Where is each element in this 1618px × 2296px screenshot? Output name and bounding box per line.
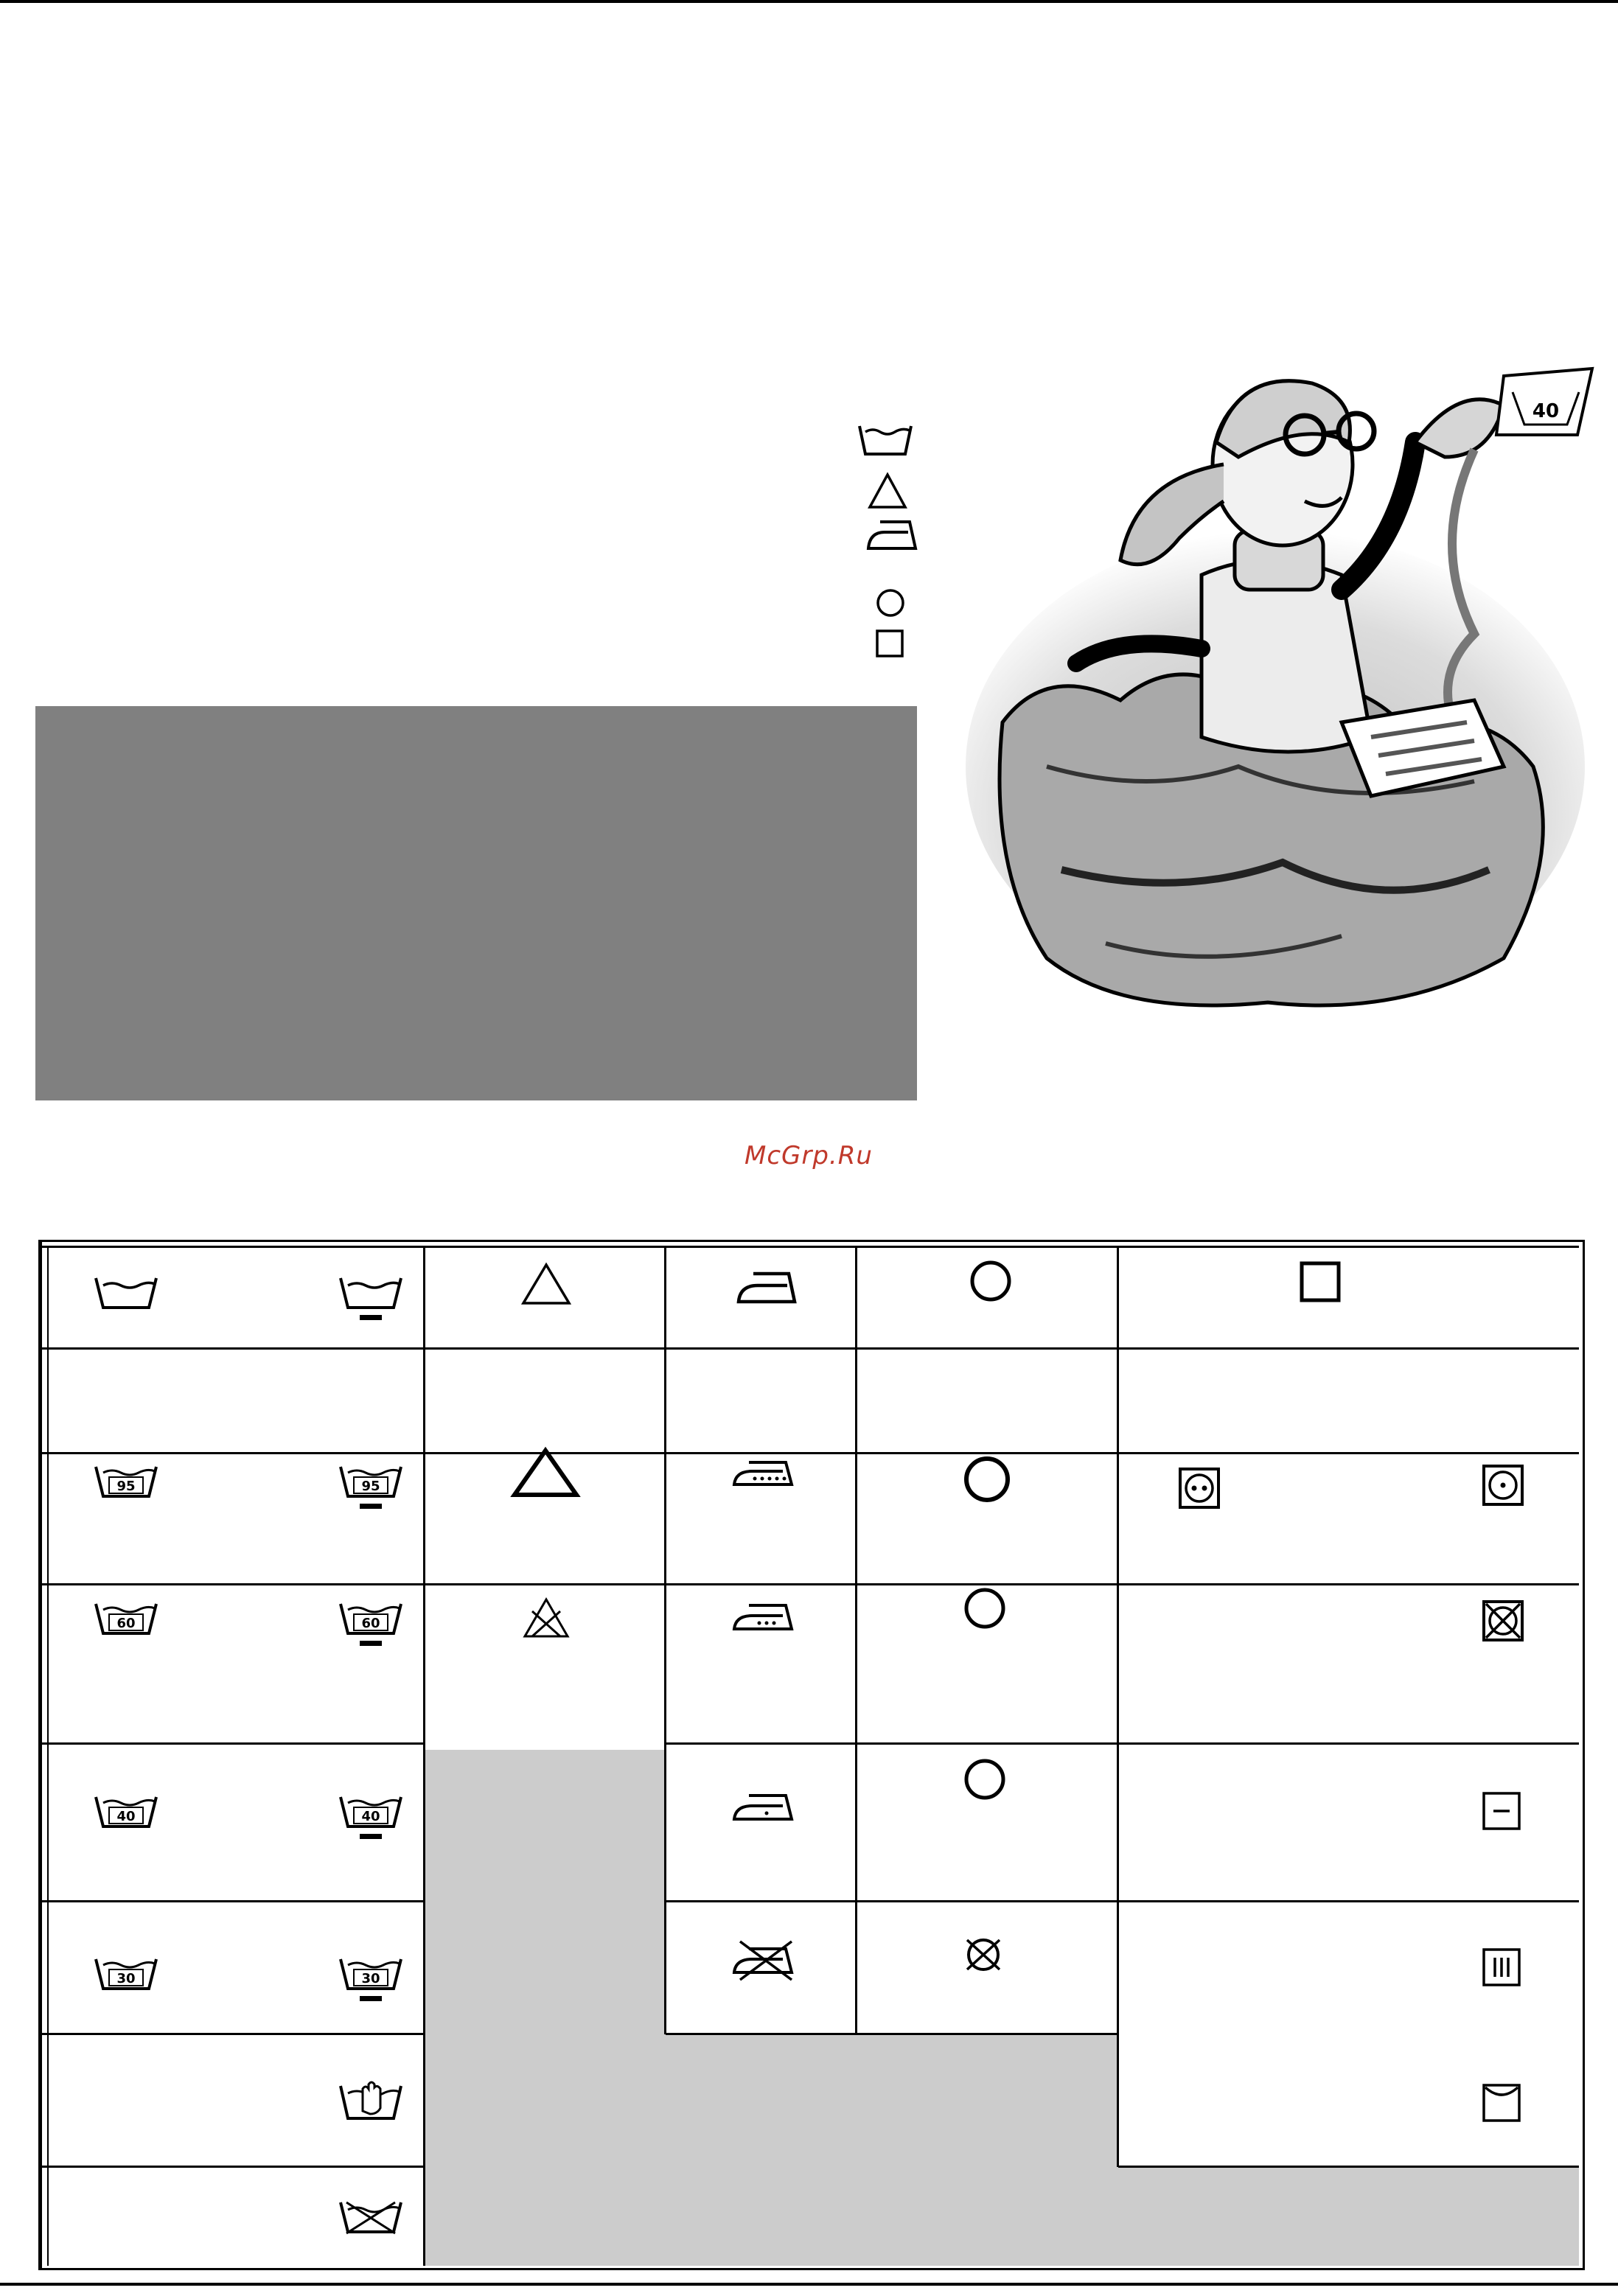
label-tag-text: 40 <box>1532 400 1560 422</box>
dry-clean-circle-icon <box>963 1757 1007 1801</box>
wash-tub-gentle-icon <box>336 1955 405 2005</box>
wash-tub-icon <box>855 420 916 458</box>
wash-temp-label: 40 <box>116 1809 136 1824</box>
woman-with-laundry-illustration <box>958 354 1607 1039</box>
bleach-allowed-icon <box>509 1446 582 1499</box>
wash-temp-label: 60 <box>116 1616 136 1631</box>
wash-tub-icon <box>91 1955 161 1993</box>
wash-temp-label: 95 <box>361 1479 380 1494</box>
do-not-tumble-dry-icon <box>1482 1599 1524 1642</box>
gray-notice-panel <box>35 706 917 1100</box>
dry-flat-icon <box>1482 1791 1521 1831</box>
line-dry-icon <box>1482 2083 1521 2123</box>
tumble-dry-square-icon <box>874 628 905 659</box>
bleach-triangle-icon <box>520 1262 572 1306</box>
iron-low-icon <box>730 1791 798 1824</box>
hand-wash-icon <box>336 2079 405 2123</box>
wash-tub-gentle-icon <box>336 1793 405 1843</box>
iron-medium-icon <box>730 1601 798 1633</box>
wash-tub-icon <box>91 1793 161 1831</box>
wash-tub-icon <box>91 1599 161 1638</box>
dry-clean-circle-icon <box>963 1455 1011 1504</box>
dry-clean-circle-icon <box>963 1586 1007 1630</box>
wash-tub-gentle-icon <box>336 1599 405 1650</box>
wash-tub-icon <box>91 1462 161 1501</box>
wash-temp-label: 60 <box>361 1616 380 1631</box>
iron-hot-icon <box>730 1458 798 1489</box>
wash-tub-gentle-icon <box>336 1272 405 1322</box>
wash-temp-label: 95 <box>116 1479 136 1494</box>
dry-clean-circle-icon <box>874 587 907 619</box>
wash-tub-icon <box>91 1272 161 1312</box>
do-not-dry-clean-icon <box>961 1934 1005 1975</box>
do-not-bleach-icon <box>520 1597 572 1639</box>
dry-clean-circle-icon <box>969 1259 1013 1303</box>
drip-dry-icon <box>1482 1947 1521 1987</box>
tumble-dry-square-icon <box>1299 1260 1342 1303</box>
tumble-dry-high-icon <box>1178 1467 1221 1510</box>
bleach-triangle-icon <box>867 472 908 510</box>
shade-dry-bottom-row <box>1118 2167 1579 2266</box>
wash-temp-label: 30 <box>116 1971 136 1986</box>
shade-iron-dryclean-row <box>666 2033 1118 2266</box>
watermark: McGrp.Ru <box>745 1141 873 1170</box>
tumble-dry-low-icon <box>1482 1464 1524 1507</box>
do-not-iron-icon <box>730 1939 798 1983</box>
wash-tub-gentle-icon <box>336 1462 405 1512</box>
iron-icon <box>864 516 918 553</box>
top-rule <box>0 0 1618 3</box>
do-not-wash-icon <box>336 2196 405 2236</box>
wash-temp-label: 40 <box>361 1809 380 1824</box>
iron-icon <box>734 1268 799 1306</box>
bottom-rule <box>0 2283 1618 2286</box>
shade-bleach-column <box>425 1750 666 2266</box>
wash-temp-label: 30 <box>361 1971 380 1986</box>
